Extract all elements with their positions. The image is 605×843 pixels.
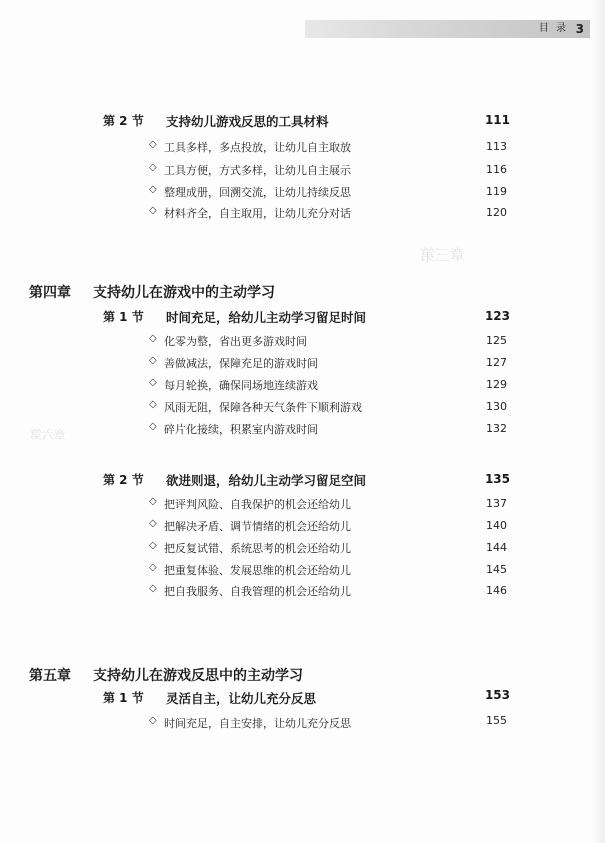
section-number: 第 2 节	[103, 473, 144, 487]
item-page-number: 129	[486, 378, 507, 391]
item-title: 工具多样，多点投放，让幼儿自主取放	[164, 141, 351, 154]
diamond-bullet-icon: ◇	[149, 355, 157, 366]
diamond-bullet-icon: ◇	[149, 333, 157, 344]
chapter-number: 第四章	[29, 285, 71, 301]
section-number: 第 1 节	[103, 310, 144, 324]
section-title: 支持幼儿游戏反思的工具材料	[166, 114, 329, 129]
item-page-number: 119	[486, 185, 507, 198]
diamond-bullet-icon: ◇	[149, 421, 157, 432]
item-page-number: 144	[486, 541, 507, 554]
item-title: 工具方便，方式多样，让幼儿自主展示	[164, 164, 351, 177]
item-page-number: 113	[486, 140, 507, 153]
section-page-number: 123	[484, 309, 510, 323]
item-title: 化零为整，省出更多游戏时间	[164, 335, 307, 348]
item-title: 每月轮换，确保同场地连续游戏	[164, 379, 318, 392]
item-title: 把解决矛盾、调节情绪的机会还给幼儿	[164, 520, 351, 533]
diamond-bullet-icon: ◇	[149, 540, 157, 551]
item-title: 时间充足，自主安排，让幼儿充分反思	[164, 717, 351, 730]
diamond-bullet-icon: ◇	[149, 377, 157, 388]
section-page-number: 153	[484, 688, 510, 702]
diamond-bullet-icon: ◇	[149, 205, 157, 216]
bleed-through-text: 章六第	[30, 428, 67, 442]
bleed-through-text: 章三第	[420, 246, 466, 264]
item-title: 碎片化接续，积累室内游戏时间	[164, 423, 318, 436]
item-page-number: 146	[486, 584, 507, 597]
item-page-number: 125	[486, 334, 507, 347]
section-title: 时间充足，给幼儿主动学习留足时间	[166, 310, 367, 325]
item-page-number: 130	[486, 400, 507, 413]
diamond-bullet-icon: ◇	[149, 715, 157, 726]
diamond-bullet-icon: ◇	[149, 518, 157, 529]
item-title: 把自我服务、自我管理的机会还给幼儿	[164, 585, 351, 598]
diamond-bullet-icon: ◇	[149, 162, 157, 173]
section-number: 第 1 节	[103, 691, 144, 705]
chapter-title: 支持幼儿在游戏反思中的主动学习	[93, 668, 303, 684]
item-page-number: 140	[486, 519, 507, 532]
diamond-bullet-icon: ◇	[149, 139, 157, 150]
page-edge-shadow	[591, 0, 605, 843]
item-page-number: 132	[486, 422, 507, 435]
section-page-number: 135	[484, 472, 510, 486]
section-number: 第 2 节	[103, 114, 144, 128]
item-page-number: 145	[486, 563, 507, 576]
diamond-bullet-icon: ◇	[149, 496, 157, 507]
running-header	[305, 20, 590, 38]
section-title: 灵活自主，让幼儿充分反思	[166, 691, 317, 706]
header-page-number: 3	[575, 22, 584, 36]
item-title: 善做减法，保障充足的游戏时间	[164, 357, 318, 370]
item-page-number: 155	[486, 714, 507, 727]
diamond-bullet-icon: ◇	[149, 399, 157, 410]
item-page-number: 137	[486, 497, 507, 510]
item-page-number: 127	[486, 356, 507, 369]
diamond-bullet-icon: ◇	[149, 562, 157, 573]
chapter-title: 支持幼儿在游戏中的主动学习	[93, 285, 275, 301]
diamond-bullet-icon: ◇	[149, 184, 157, 195]
item-title: 材料齐全，自主取用，让幼儿充分对话	[164, 207, 351, 220]
item-title: 风雨无阻，保障各种天气条件下顺利游戏	[164, 401, 362, 414]
item-title: 整理成册，回溯交流，让幼儿持续反思	[164, 186, 351, 199]
item-page-number: 120	[486, 206, 507, 219]
item-title: 把反复试错、系统思考的机会还给幼儿	[164, 542, 351, 555]
diamond-bullet-icon: ◇	[149, 583, 157, 594]
item-title: 把评判风险、自我保护的机会还给幼儿	[164, 498, 351, 511]
section-page-number: 111	[484, 113, 510, 127]
chapter-number: 第五章	[29, 668, 71, 684]
item-title: 把重复体验、发展思维的机会还给幼儿	[164, 564, 351, 577]
section-title: 欲进则退，给幼儿主动学习留足空间	[166, 473, 367, 488]
item-page-number: 116	[486, 163, 507, 176]
header-label: 目 录	[538, 23, 568, 34]
